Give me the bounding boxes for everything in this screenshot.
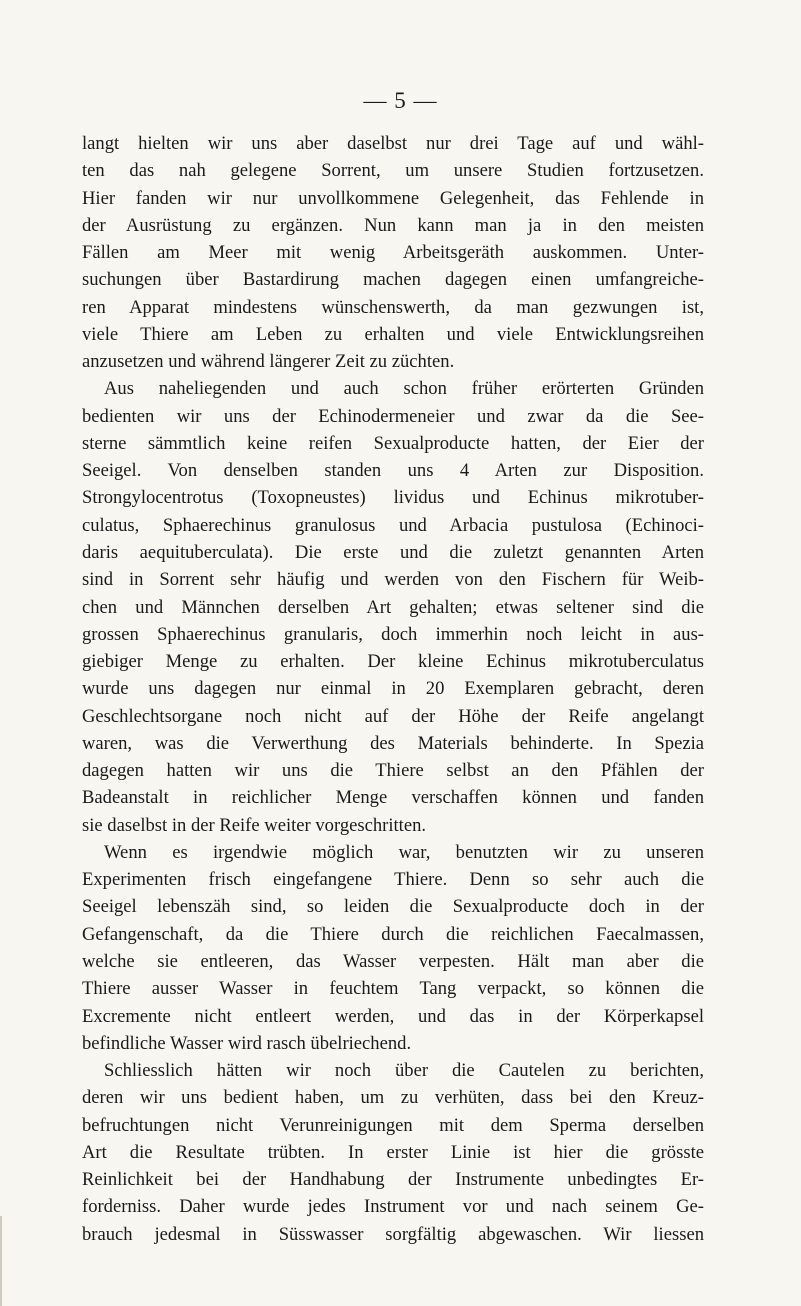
text-line: Art die Resultate trübten. In erster Linie ist hier die grösste — [82, 1141, 704, 1163]
text-line: viele Thiere am Leben zu erhalten und viele Entwicklungsreihen — [82, 323, 704, 345]
text-line: culatus, Sphaerechinus granulosus und Arbacia pustulosa (Echinoci- — [82, 514, 704, 536]
text-line: sterne sämmtlich keine reifen Sexualproducte hatten, der Eier der — [82, 432, 704, 454]
text-line: dagegen hatten wir uns die Thiere selbst an den Pfählen der — [82, 760, 704, 782]
text-line: Geschlechtsorgane noch nicht auf der Höhe der Reife angelangt — [82, 705, 704, 727]
text-line: welche sie entleeren, das Wasser verpesten. Hält man aber die — [82, 950, 704, 972]
text-line: anzusetzen und während längerer Zeit zu züchten. — [82, 351, 455, 373]
text-line: wurde uns dagegen nur einmal in 20 Exemplaren gebracht, deren — [82, 678, 704, 700]
text-line: Seeigel. Von denselben standen uns 4 Arten zur Disposition. — [82, 460, 704, 482]
text-line: grossen Sphaerechinus granularis, doch immerhin noch leicht in aus- — [82, 623, 704, 645]
text-line: Schliesslich hätten wir noch über die Cautelen zu berichten, — [104, 1060, 704, 1082]
text-line: Experimenten frisch eingefangene Thiere. Denn so sehr auch die — [82, 869, 704, 891]
text-line: Gefangenschaft, da die Thiere durch die reichlichen Faecalmassen, — [82, 923, 704, 945]
text-line: Excremente nicht entleert werden, und das in der Körperkapsel — [82, 1005, 704, 1027]
page-number: — 5 — — [363, 88, 438, 113]
text-line: der Ausrüstung zu ergänzen. Nun kann man ja in den meisten — [82, 214, 704, 236]
text-line: ren Apparat mindestens wünschenswerth, da man gezwungen ist, — [82, 296, 704, 318]
text-line: bedienten wir uns der Echinodermeneier und zwar da die See- — [82, 405, 704, 427]
text-line: forderniss. Daher wurde jedes Instrument vor und nach seinem Ge- — [82, 1196, 704, 1218]
text-line: langt hielten wir uns aber daselbst nur drei Tage auf und wähl- — [82, 133, 704, 154]
text-line: befindliche Wasser wird rasch übelriechend. — [82, 1032, 412, 1054]
text-line: Fällen am Meer mit wenig Arbeitsgeräth auskommen. Unter- — [82, 242, 704, 264]
text-line: sie daselbst in der Reife weiter vorgeschritten. — [82, 814, 427, 836]
text-line: befruchtungen nicht Verunreinigungen mit dem Sperma derselben — [82, 1114, 704, 1136]
page-edge-shadow — [0, 1216, 2, 1306]
text-line: Badeanstalt in reichlicher Menge verschaffen können und fanden — [82, 787, 704, 809]
text-line: Aus naheliegenden und auch schon früher erörterten Gründen — [104, 378, 704, 400]
text-line: giebiger Menge zu erhalten. Der kleine Echinus mikrotuberculatus — [82, 651, 704, 673]
text-line: brauch jedesmal in Süsswasser sorgfältig abgewaschen. Wir liessen — [82, 1223, 704, 1245]
body-text — [82, 130, 704, 1248]
text-line: daris aequituberculata). Die erste und die zuletzt genannten Arten — [82, 541, 704, 563]
text-line: sind in Sorrent sehr häufig und werden von den Fischern für Weib- — [82, 569, 704, 591]
text-line: deren wir uns bedient haben, um zu verhüten, dass bei den Kreuz- — [82, 1087, 704, 1109]
text-line: Reinlichkeit bei der Handhabung der Instrumente unbedingtes Er- — [82, 1169, 704, 1191]
text-line: suchungen über Bastardirung machen dagegen einen umfangreiche- — [82, 269, 704, 291]
text-line: Hier fanden wir nur unvollkommene Gelegenheit, das Fehlende in — [82, 187, 704, 209]
text-line: Seeigel lebenszäh sind, so leiden die Sexualproducte doch in der — [82, 896, 704, 918]
text-line: Thiere ausser Wasser in feuchtem Tang verpackt, so können die — [82, 978, 704, 1000]
text-line: Strongylocentrotus (Toxopneustes) lividus und Echinus mikrotuber- — [82, 487, 704, 509]
text-line: waren, was die Verwerthung des Materials behinderte. In Spezia — [82, 732, 704, 754]
text-line: ten das nah gelegene Sorrent, um unsere Studien fortzusetzen. — [82, 160, 704, 182]
text-line: chen und Männchen derselben Art gehalten; etwas seltener sind die — [82, 596, 704, 618]
text-line: Wenn es irgendwie möglich war, benutzten wir zu unseren — [104, 841, 704, 863]
